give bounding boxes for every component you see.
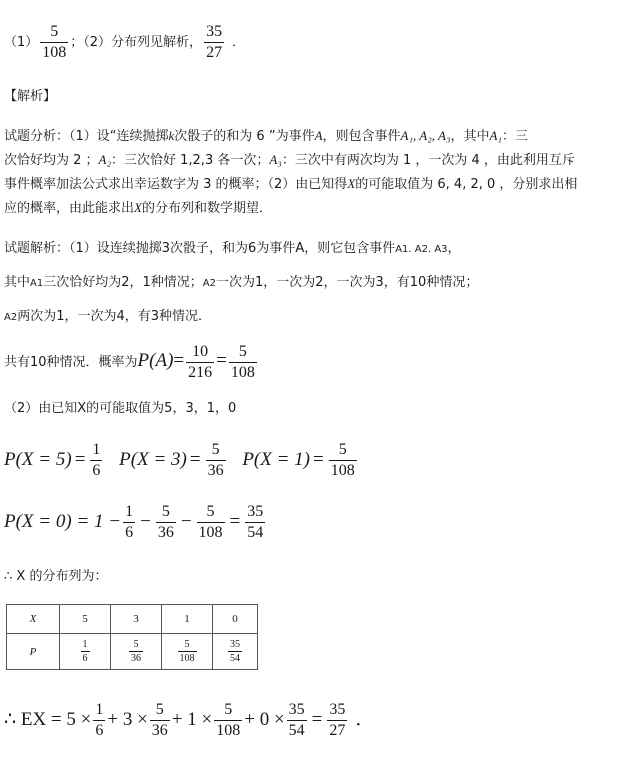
table-cell: $\frac{5}{108}$ [162,634,213,670]
analysis-line-3: 事件概率加法公式求出幸运数字为 3 的概率；（2）由已知得X的可能取值为 6, 4, 2, 0 ，分别求出相 [4,176,578,192]
expectation-line: ∴ EX = 5 × $\frac{1}{6}$ + 3 × $\frac{5}{36}$ + 1 × $\frac{5}{108}$ + 0 × $\frac{35}{54}$ = $\frac{35}{27}$ ． [4,701,375,739]
answer-separator: ；（2）分布列见解析， [70,35,203,50]
answer-fraction-1: $\frac{5}{108}$ [42,23,67,61]
table-cell: $\frac{5}{36}$ [111,634,162,670]
solution-line-5: （2）由已知X的可能取值为5，3，1，0 [4,401,237,416]
table-cell: 3 [111,605,162,634]
analysis-line-4: 应的概率，由此能求出X的分布列和数学期望． [4,200,272,216]
solution-line-2: 其中A1三次恰好均为2，1种情况；A2一次为1，一次为2，一次为3，有10种情况； [4,275,479,290]
table-row-x [7,605,258,634]
analysis-line-1: 试题分析：（1）设“连续抛掷k次骰子的和为 6 ”为事件A，则包含事件A₁, A₂, A₃，其中A₁：三 [4,128,528,144]
table-header-x: X [7,605,60,634]
table-cell: 0 [213,605,258,634]
distribution-table [6,604,258,670]
fraction-10-216: $\frac{10}{216}$ [188,343,213,381]
solution-line-3: A2两次为1，一次为4，有3种情况． [4,309,212,324]
answer-line: （1） $\frac{5}{108}$ ；（2）分布列见解析， $\frac{35}{27}$ ． [4,23,246,61]
table-cell: $\frac{1}{6}$ [60,634,111,670]
fraction-5-108: $\frac{5}{108}$ [230,343,255,381]
solution-line-4: 共有10种情况．概率为P(A)= $\frac{10}{216}$ = $\frac{5}{108}$ [4,343,255,381]
probability-line-2: P(X = 0) = 1 − $\frac{1}{6}$ − $\frac{5}{36}$ − $\frac{5}{108}$ = $\frac{35}{54}$ [4,503,264,541]
section-title: 【解析】 [4,89,57,104]
solution-line-1: 试题解析：（1）设连续抛掷3次骰子，和为6为事件A，则它包含事件A1. A2. A3， [4,241,461,256]
table-header-p: P [7,634,60,670]
answer-fraction-2: $\frac{35}{27}$ [206,23,223,61]
table-cell: 5 [60,605,111,634]
table-cell: $\frac{35}{54}$ [213,634,258,670]
answer-part1-label: （1） [4,35,39,50]
distribution-title: ∴ X 的分布列为： [4,569,108,584]
probability-line-1: P(X = 5) = $\frac{1}{6}$ P(X = 3) = $\frac{5}{36}$ P(X = 1) = $\frac{5}{108}$ [4,441,355,479]
analysis-line-2: 次恰好均为 2 ；A₂：三次恰好 1,2,3 各一次；A₃：三次中有两次均为 1 ，一次为 4 ，由此利用互斥 [4,152,575,168]
table-row-p [7,634,258,670]
table-cell: 1 [162,605,213,634]
